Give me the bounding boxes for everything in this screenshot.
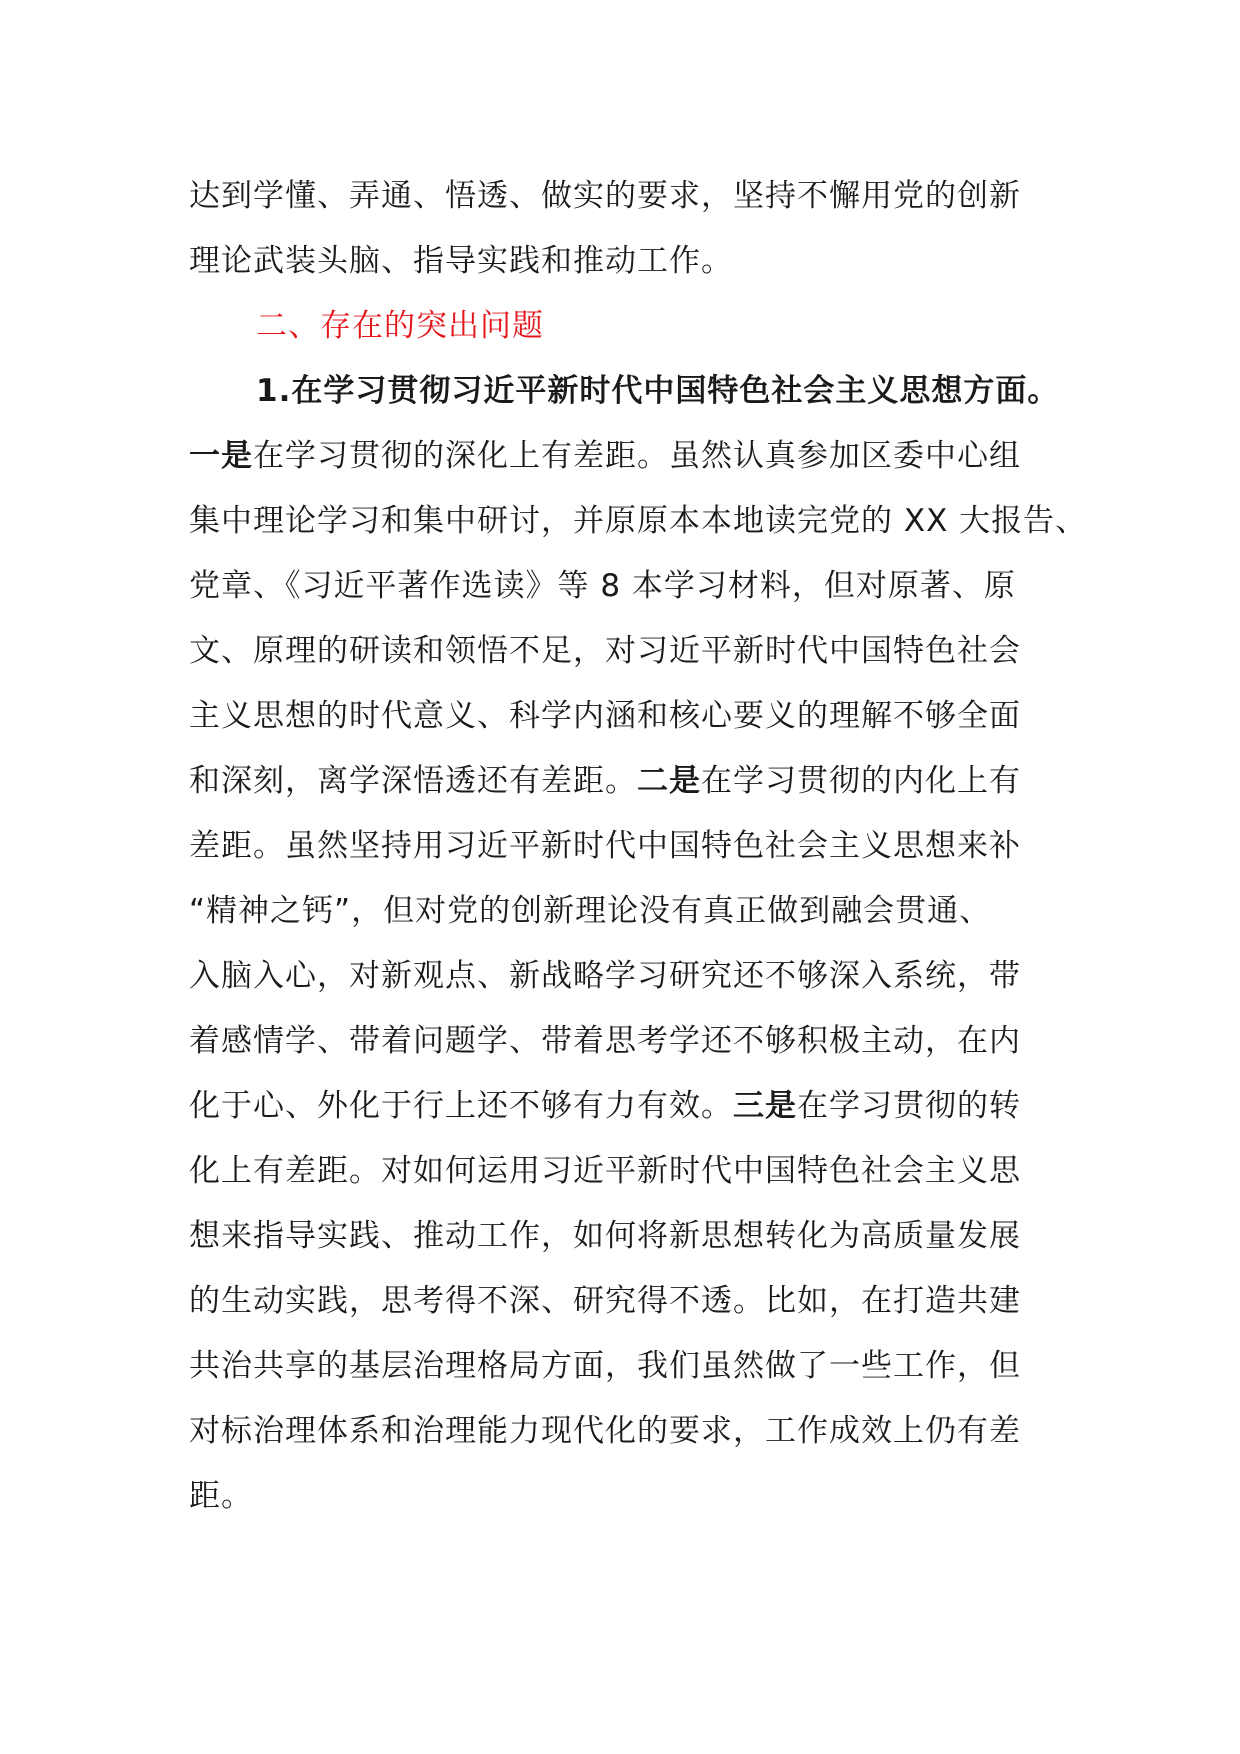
paragraph-text: 在学习贯彻的转 [797,1088,1021,1124]
subsection-heading: 1.在学习贯彻习近平新时代中国特色社会主义思想方面。 [256,373,1060,409]
section-heading: 二、存在的突出问题 [256,308,544,344]
paragraph-line: 党章、《习近平著作选读》等 8 本学习材料，但对原著、原 [189,568,1016,604]
paragraph-line: 达到学懂、弄通、悟透、做实的要求，坚持不懈用党的创新 [189,178,1021,214]
paragraph-line: 入脑入心，对新观点、新战略学习研究还不够深入系统，带 [189,958,1021,994]
paragraph-text: 和深刻，离学深悟透还有差距。 [189,763,637,799]
point-label: 二是 [637,763,701,799]
paragraph-line: 的生动实践，思考得不深、研究得不透。比如，在打造共建 [189,1283,1021,1319]
paragraph-line [189,424,1049,489]
paragraph-text: 化于心、外化于行上还不够有力有效。 [189,1088,733,1124]
paragraph-line: 主义思想的时代意义、科学内涵和核心要义的理解不够全面 [189,698,1021,734]
subsection-paragraph [189,359,1088,1529]
paragraph-line: “精神之钙”，但对党的创新理论没有真正做到融会贯通、 [189,893,992,929]
paragraph-line: 化上有差距。对如何运用习近平新时代中国特色社会主义思 [189,1153,1021,1189]
point-label: 一是 [189,438,253,474]
paragraph-line [189,749,1049,814]
paragraph-line: 想来指导实践、推动工作，如何将新思想转化为高质量发展 [189,1218,1021,1254]
intro-paragraph [189,164,1049,294]
point-label: 三是 [733,1088,797,1124]
paragraph-line: 距。 [189,1478,253,1514]
paragraph-line: 共治共享的基层治理格局方面，我们虽然做了一些工作，但 [189,1348,1021,1384]
paragraph-line: 集中理论学习和集中研讨，并原原本本地读完党的 XX 大报告、 [189,503,1088,539]
paragraph-line: 着感情学、带着问题学、带着思考学还不够积极主动，在内 [189,1023,1021,1059]
paragraph-line: 差距。虽然坚持用习近平新时代中国特色社会主义思想来补 [189,828,1021,864]
paragraph-text: 在学习贯彻的内化上有 [701,763,1021,799]
paragraph-line: 文、原理的研读和领悟不足，对习近平新时代中国特色社会 [189,633,1021,669]
paragraph-text: 在学习贯彻的深化上有差距。虽然认真参加区委中心组 [253,438,1021,474]
paragraph-line: 对标治理体系和治理能力现代化的要求，工作成效上仍有差 [189,1413,1021,1449]
paragraph-line: 理论武装头脑、指导实践和推动工作。 [189,243,733,279]
paragraph-line [189,1074,1049,1139]
